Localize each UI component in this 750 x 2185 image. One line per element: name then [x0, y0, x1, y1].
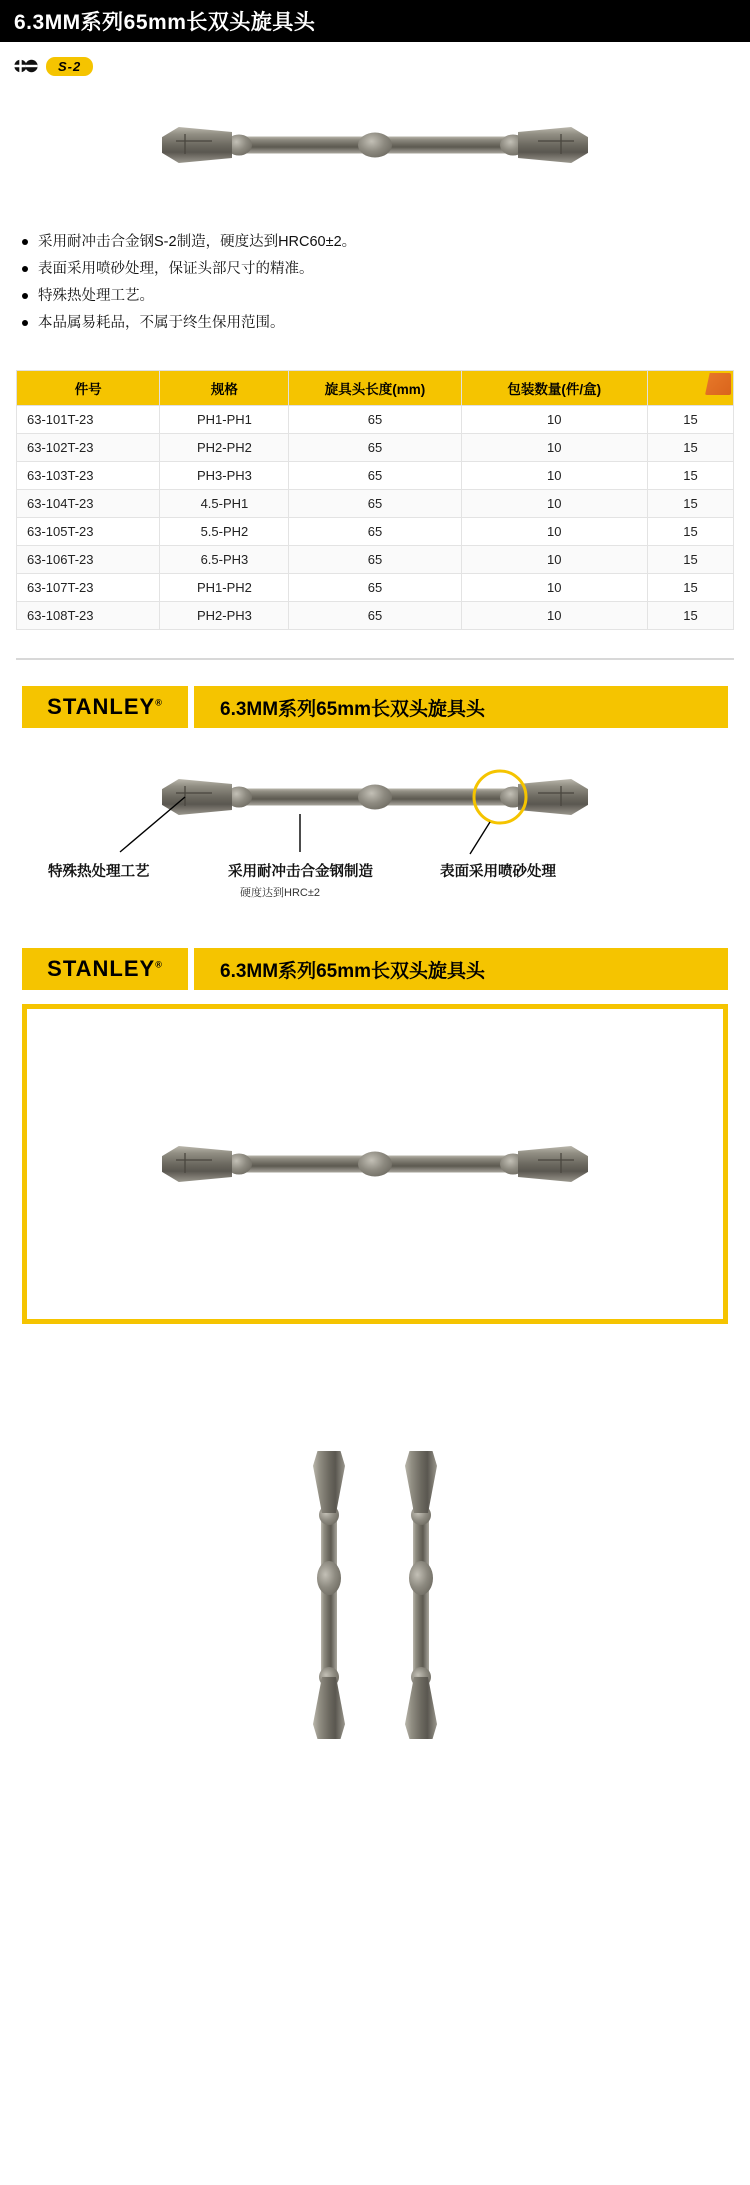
cell-length: 65 — [289, 518, 461, 546]
brand-name: STANLEY — [47, 956, 156, 981]
callout-figure — [0, 742, 750, 922]
vertical-bit-graphic — [404, 1449, 438, 1739]
cell-pack-qty: 10 — [461, 518, 647, 546]
table-row — [17, 574, 734, 602]
cell-length: 65 — [289, 462, 461, 490]
table-row — [17, 462, 734, 490]
cell-extra: 15 — [647, 462, 733, 490]
cell-spec: PH3-PH3 — [160, 462, 289, 490]
cell-part-number: 63-108T-23 — [17, 602, 160, 630]
cell-part-number: 63-101T-23 — [17, 406, 160, 434]
callout-label-sandblast: 表面采用喷砂处理 — [440, 864, 556, 880]
stanley-logo — [22, 686, 188, 728]
list-item: 本品属易耗品，不属于终生保用范围。 — [22, 311, 730, 335]
cell-pack-qty: 10 — [461, 462, 647, 490]
cell-length: 65 — [289, 406, 461, 434]
cell-spec: 4.5-PH1 — [160, 490, 289, 518]
registered-mark: ® — [155, 959, 163, 970]
callout-sub-hardness: 硬度达到HRC±2 — [240, 887, 320, 899]
cell-spec: PH1-PH1 — [160, 406, 289, 434]
cell-part-number: 63-102T-23 — [17, 434, 160, 462]
cell-spec: 5.5-PH2 — [160, 518, 289, 546]
table-row — [17, 406, 734, 434]
cell-pack-qty: 10 — [461, 490, 647, 518]
table-header-row — [17, 371, 734, 406]
feature-list — [0, 216, 750, 344]
table-body — [17, 406, 734, 630]
banner-title: 6.3MM系列65mm长双头旋具头 — [194, 948, 728, 990]
brand-name: STANLEY — [47, 694, 156, 719]
cell-spec: PH1-PH2 — [160, 574, 289, 602]
cell-length: 65 — [289, 574, 461, 602]
th-spec: 规格 — [160, 371, 289, 406]
th-part-number: 件号 — [17, 371, 160, 406]
cell-part-number: 63-103T-23 — [17, 462, 160, 490]
callout-bit-graphic — [160, 768, 590, 826]
cell-pack-qty: 10 — [461, 546, 647, 574]
callout-label-alloy-steel: 采用耐冲击合金钢制造 — [228, 864, 373, 880]
spec-table-wrap — [0, 360, 750, 630]
cell-spec: PH2-PH3 — [160, 602, 289, 630]
double-ended-bit-graphic — [160, 116, 590, 174]
stanley-banner-2 — [22, 948, 728, 990]
table-row — [17, 490, 734, 518]
stanley-banner-1 — [22, 686, 728, 728]
vertical-bit-graphic — [312, 1449, 346, 1739]
cell-extra: 15 — [647, 518, 733, 546]
table-row — [17, 602, 734, 630]
corner-flag-icon — [705, 373, 731, 395]
cell-part-number: 63-105T-23 — [17, 518, 160, 546]
cell-extra: 15 — [647, 434, 733, 462]
hero-product-image — [0, 90, 750, 200]
cell-length: 65 — [289, 490, 461, 518]
cell-pack-qty: 10 — [461, 602, 647, 630]
cell-pack-qty: 10 — [461, 434, 647, 462]
page-title: 6.3MM系列65mm长双头旋具头 — [14, 11, 316, 34]
cell-length: 65 — [289, 434, 461, 462]
badge-row — [0, 42, 750, 84]
section-divider — [16, 658, 734, 660]
page-title-bar — [0, 0, 750, 42]
registered-mark: ® — [155, 697, 163, 708]
cell-part-number: 63-104T-23 — [17, 490, 160, 518]
vertical-bit-pair — [0, 1404, 750, 1784]
framed-product-photo — [22, 1004, 728, 1324]
material-badge: S-2 — [46, 57, 93, 76]
banner-title: 6.3MM系列65mm长双头旋具头 — [194, 686, 728, 728]
phillips-bit-icon — [14, 54, 38, 78]
cell-extra: 15 — [647, 574, 733, 602]
th-length: 旋具头长度(mm) — [289, 371, 461, 406]
cell-pack-qty: 10 — [461, 574, 647, 602]
th-pack-qty: 包装数量(件/盒) — [461, 371, 647, 406]
cell-spec: PH2-PH2 — [160, 434, 289, 462]
list-item: 表面采用喷砂处理，保证头部尺寸的精准。 — [22, 257, 730, 281]
table-row — [17, 518, 734, 546]
cell-extra: 15 — [647, 406, 733, 434]
cell-length: 65 — [289, 602, 461, 630]
cell-length: 65 — [289, 546, 461, 574]
cell-extra: 15 — [647, 490, 733, 518]
cell-extra: 15 — [647, 546, 733, 574]
list-item: 采用耐冲击合金钢S-2制造，硬度达到HRC60±2。 — [22, 230, 730, 254]
cell-part-number: 63-106T-23 — [17, 546, 160, 574]
cell-extra: 15 — [647, 602, 733, 630]
cell-spec: 6.5-PH3 — [160, 546, 289, 574]
cell-part-number: 63-107T-23 — [17, 574, 160, 602]
spec-table — [16, 370, 734, 630]
table-row — [17, 434, 734, 462]
cell-pack-qty: 10 — [461, 406, 647, 434]
th-extra — [647, 371, 733, 406]
double-ended-bit-graphic — [160, 1135, 590, 1193]
stanley-logo — [22, 948, 188, 990]
table-row — [17, 546, 734, 574]
list-item: 特殊热处理工艺。 — [22, 284, 730, 308]
callout-label-heat-treatment: 特殊热处理工艺 — [48, 864, 150, 880]
